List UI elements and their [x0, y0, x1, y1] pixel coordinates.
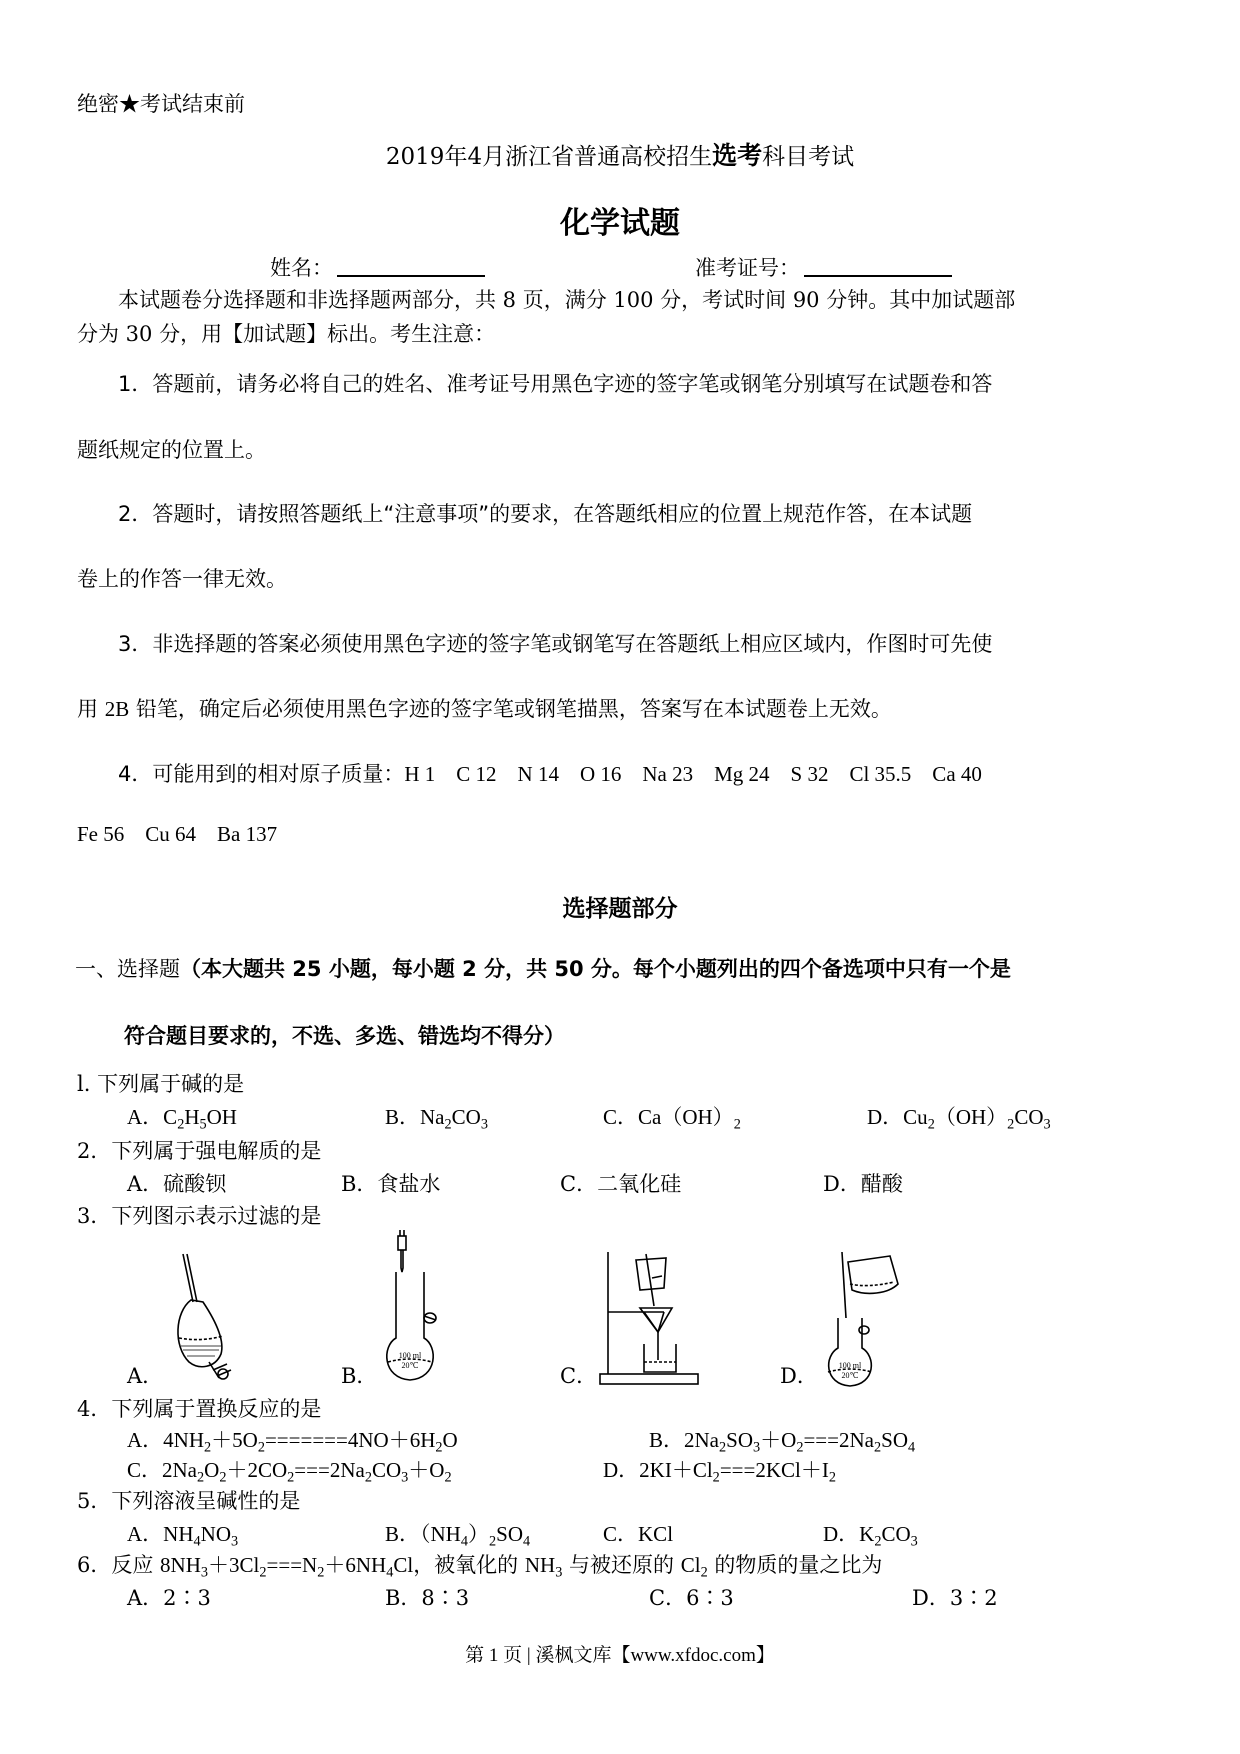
intro-line-1: 本试题卷分选择题和非选择题两部分，共 8 页，满分 100 分，考试时间 90 分钟。其中加试题部	[118, 288, 1016, 312]
note-2-line-2: 卷上的作答一律无效。	[77, 567, 287, 591]
section-title: 选择题部分	[562, 896, 678, 922]
exam-title: 2019年4月浙江省普通高校招生选考科目考试	[385, 141, 855, 170]
q4-option-d[interactable]: D．$2KI+Cl_2===2KCl+I_2$	[603, 1458, 836, 1486]
q1-option-a[interactable]: A．$C_2H_5OH$	[127, 1105, 237, 1133]
svg-text:100 ml: 100 ml	[838, 1361, 862, 1370]
q3-stem: 3．下列图示表示过滤的是	[77, 1204, 322, 1228]
page-footer: 第 1 页 | 溪枫文库【www.xfdoc.com】	[465, 1645, 775, 1666]
note-1-line-2: 题纸规定的位置上。	[77, 438, 266, 462]
q2-option-b[interactable]: B．食盐水	[341, 1172, 441, 1196]
filtration-apparatus-figure	[596, 1248, 702, 1388]
name-blank[interactable]	[337, 253, 485, 277]
q3-option-b[interactable]: B．	[341, 1364, 378, 1388]
q5-option-b[interactable]: B．$(NH_4)_2SO_4$	[385, 1522, 531, 1550]
q3-option-a[interactable]: A．	[127, 1364, 164, 1388]
q4-option-c[interactable]: C．$2Na_2O_2+2CO_2===2Na_2CO_3+O_2$	[127, 1458, 452, 1486]
q2-option-d[interactable]: D．醋酸	[823, 1172, 903, 1196]
note-4-line-1: 4．可能用到的相对原子质量：H 1 C 12 N 14 O 16 Na 23 Mg 24 S 32 Cl 35.5 Ca 40	[118, 762, 982, 786]
note-3-line-1: 3．非选择题的答案必须使用黑色字迹的签字笔或钢笔写在答题纸上相应区域内，作图时可先使	[118, 632, 993, 656]
q5-option-d[interactable]: D．$K_2CO_3$	[823, 1522, 918, 1550]
q6-option-d[interactable]: D．3∶2	[912, 1586, 998, 1610]
q6-option-b[interactable]: B．8∶3	[385, 1586, 470, 1610]
q2-stem: 2．下列属于强电解质的是	[77, 1139, 322, 1163]
exam-id-field[interactable]: 准考证号：	[695, 252, 952, 282]
section-heading-line-1: 一、选择题（本大题共 25 小题，每小题 2 分，共 50 分。每个小题列出的四个备选项中只有一个是	[75, 957, 1011, 981]
confidential-mark: 绝密★考试结束前	[77, 92, 245, 116]
q3-option-c[interactable]: C．	[560, 1364, 598, 1388]
name-field[interactable]: 姓名：	[270, 252, 485, 282]
q4-stem: 4．下列属于置换反应的是	[77, 1397, 322, 1421]
volumetric-flask-dropper-figure	[380, 1228, 440, 1388]
svg-text:20℃: 20℃	[401, 1361, 419, 1370]
q6-option-a[interactable]: A．2∶3	[127, 1586, 211, 1610]
q1-stem: l. 下列属于碱的是	[77, 1072, 245, 1096]
separatory-funnel-figure	[165, 1250, 245, 1390]
section-heading-line-2: 符合题目要求的，不选、多选、错选均不得分）	[124, 1024, 565, 1048]
svg-text:100 ml: 100 ml	[398, 1351, 422, 1360]
svg-text:20℃: 20℃	[841, 1371, 859, 1380]
q1-option-d[interactable]: D．$Cu_2(OH)_2CO_3$	[867, 1105, 1051, 1133]
q1-option-c[interactable]: C．$Ca(OH)_2$	[603, 1105, 741, 1133]
q2-option-a[interactable]: A．硫酸钡	[127, 1172, 227, 1196]
q1-option-b[interactable]: B．$Na_2CO_3$	[385, 1105, 488, 1133]
note-3-line-2: 用 2B 铅笔，确定后必须使用黑色字迹的签字笔或钢笔描黑，答案写在本试题卷上无效。	[77, 697, 892, 721]
page-title: 化学试题	[560, 206, 680, 241]
intro-line-2: 分为 30 分，用【加试题】标出。考生注意：	[77, 322, 496, 346]
note-1-line-1: 1．答题前，请务必将自己的姓名、准考证号用黑色字迹的签字笔或钢笔分别填写在试题卷和答	[118, 372, 993, 396]
note-2-line-1: 2．答题时，请按照答题纸上“注意事项”的要求，在答题纸相应的位置上规范作答，在本试题	[118, 502, 973, 526]
volumetric-flask-pouring-figure	[818, 1248, 902, 1388]
q4-option-a[interactable]: A．$4NH_2+5O_2=======4NO+6H_2O$	[127, 1428, 458, 1456]
q5-option-c[interactable]: C．KCl	[603, 1522, 674, 1546]
q6-stem: 6．反应 $8NH_3+3Cl_2===N_2+6NH_4Cl$，被氧化的 $NH_3$ 与被还原的 $Cl_2$ 的物质的量之比为	[77, 1553, 883, 1581]
exam-id-blank[interactable]	[804, 253, 952, 277]
q5-stem: 5．下列溶液呈碱性的是	[77, 1489, 301, 1513]
q4-option-b[interactable]: B．$2Na_2SO_3+O_2===2Na_2SO_4$	[649, 1428, 916, 1456]
q2-option-c[interactable]: C．二氧化硅	[560, 1172, 682, 1196]
q3-option-d[interactable]: D．	[780, 1364, 818, 1388]
q6-option-c[interactable]: C．6∶3	[649, 1586, 734, 1610]
q5-option-a[interactable]: A．$NH_4NO_3$	[127, 1522, 239, 1550]
note-4-line-2: Fe 56 Cu 64 Ba 137	[77, 822, 278, 846]
